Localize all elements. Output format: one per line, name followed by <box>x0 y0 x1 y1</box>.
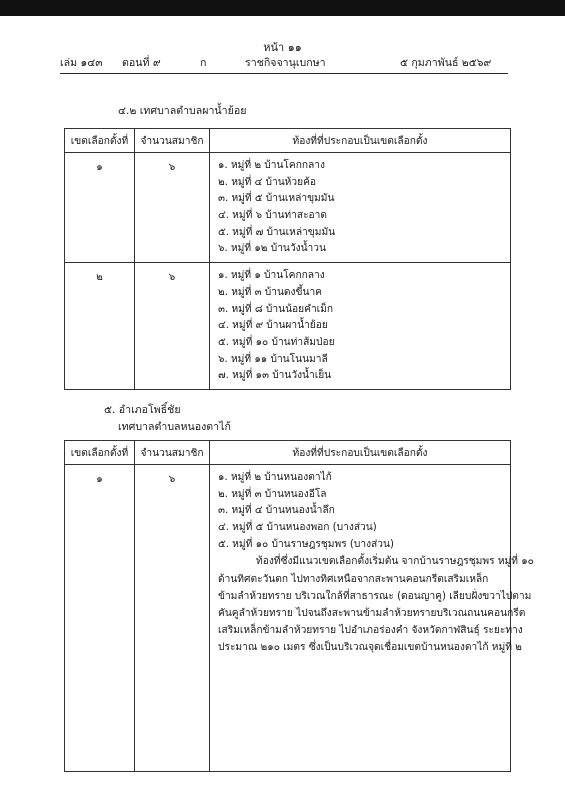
gazette-header <box>60 54 508 70</box>
table-header-row <box>65 441 511 465</box>
list-item: ๒. หมู่ที่ ๓ บ้านดงขี้นาค <box>218 286 322 298</box>
header-divider <box>60 73 508 74</box>
issue-date: ๕ กุมภาพันธ์ ๒๕๖๙ <box>400 57 492 69</box>
places-cell <box>210 465 534 772</box>
list-item: ๓. หมู่ที่ ๘ บ้านน้อยคำเม็ก <box>218 303 334 315</box>
paragraph-line: ประมาณ ๒๑๐ เมตร ซึ่งเป็นบริเวณจุดเชื่อมเขตบ้านหนองตาไก้ หมู่ที่ ๒ <box>218 642 522 654</box>
list-item: ๔. หมู่ที่ ๖ บ้านท่าสะอาด <box>218 210 328 222</box>
municipality-title: เทศบาลตำบลหนองตาไก้ <box>118 421 231 433</box>
member-count: ๖ <box>135 153 210 263</box>
list-item: ๑. หมู่ที่ ๒ บ้านโคกกลาง <box>218 160 325 171</box>
column-header: จำนวนสมาชิก <box>135 129 210 153</box>
list-item: ๑. หมู่ที่ ๒ บ้านหนองตาไก้ <box>218 472 332 483</box>
zone-number: ๑ <box>65 153 135 263</box>
places-cell <box>210 153 511 263</box>
section-label: ก <box>200 57 207 69</box>
column-header: ท้องที่ที่ประกอบเป็นเขตเลือกตั้ง <box>210 441 511 465</box>
list-item: ๓. หมู่ที่ ๕ บ้านเหล่าขุมมัน <box>218 193 335 205</box>
top-scan-border <box>0 0 565 16</box>
paragraph-line: คันคูลำห้วยทราย ไปจนถึงสะพานข้ามลำห้วยทรายบริเวณถนนคอนกรีต <box>218 608 526 620</box>
list-item: ๔. หมู่ที่ ๕ บ้านหนองพอก (บางส่วน) <box>218 522 377 534</box>
member-count: ๖ <box>135 465 210 772</box>
list-item: ๑. หมู่ที่ ๑ บ้านโคกกลาง <box>218 270 325 282</box>
list-item: ๖. หมู่ที่ ๑๒ บ้านวังน้ำวน <box>218 243 326 255</box>
paragraph-line: ท้องที่ซึ่งมีแนวเขตเลือกตั้งเริ่มต้น จากบ้านราษฎรชุมพร หมู่ที่ ๑๐ <box>256 556 534 568</box>
list-item: ๗. หมู่ที่ ๑๓ บ้านวังน้ำเย็น <box>218 370 332 382</box>
election-zone-table <box>64 128 511 390</box>
list-item: ๕. หมู่ที่ ๑๐ บ้านท่าส้มป่อย <box>218 336 335 348</box>
paragraph-line: ด้านทิศตะวันตก ไปทางทิศเหนือจากสะพานคอนกรีตเสริมเหล็ก <box>218 573 489 585</box>
table-row <box>65 153 511 263</box>
boundary-description <box>218 553 534 656</box>
volume-label: เล่ม ๑๔๓ <box>60 57 103 69</box>
election-zone-table <box>64 440 534 772</box>
list-item: ๒. หมู่ที่ ๓ บ้านหนองอีโล <box>218 488 327 500</box>
table-row <box>65 465 511 772</box>
paragraph-line: เสริมเหล็กข้ามลำห้วยทราย ไปอำเภอร่องคำ จังหวัดกาฬสินธุ์ ระยะทาง <box>218 625 523 637</box>
zone-number: ๒ <box>65 263 135 390</box>
list-item: ๖. หมู่ที่ ๑๑ บ้านโนนมาลี <box>218 353 328 365</box>
section-title: ๔.๒ เทศบาลตำบลผาน้ำย้อย <box>118 105 247 117</box>
list-item: ๒. หมู่ที่ ๔ บ้านห้วยค้อ <box>218 176 317 188</box>
list-item: ๕. หมู่ที่ ๗ บ้านเหล่าขุมมัน <box>218 226 336 238</box>
column-header: เขตเลือกตั้งที่ <box>65 441 135 465</box>
column-header: ท้องที่ที่ประกอบเป็นเขตเลือกตั้ง <box>210 129 511 153</box>
list-item: ๔. หมู่ที่ ๙ บ้านผาน้ำย้อย <box>218 320 328 332</box>
column-header: เขตเลือกตั้งที่ <box>65 129 135 153</box>
paragraph-line: ข้ามลำห้วยทราย บริเวณใกล้ที่สาธารณะ (ดอนญาคู) เลียบฝั่งขวาไปตาม <box>218 590 532 602</box>
list-item: ๕. หมู่ที่ ๑๐ บ้านราษฎรชุมพร (บางส่วน) <box>218 538 394 550</box>
table-header-row <box>65 129 511 153</box>
district-title: ๕. อำเภอโพธิ์ชัย <box>104 404 181 416</box>
places-cell <box>210 263 511 390</box>
table-row <box>65 263 511 390</box>
zone-number: ๑ <box>65 465 135 772</box>
member-count: ๖ <box>135 263 210 390</box>
column-header: จำนวนสมาชิก <box>135 441 210 465</box>
list-item: ๓. หมู่ที่ ๔ บ้านหนองน้ำลึก <box>218 505 335 517</box>
page-number: หน้า ๑๑ <box>263 41 302 54</box>
issue-label: ตอนที่ ๙ <box>122 57 161 69</box>
gazette-name: ราชกิจจานุเบกษา <box>245 57 326 69</box>
